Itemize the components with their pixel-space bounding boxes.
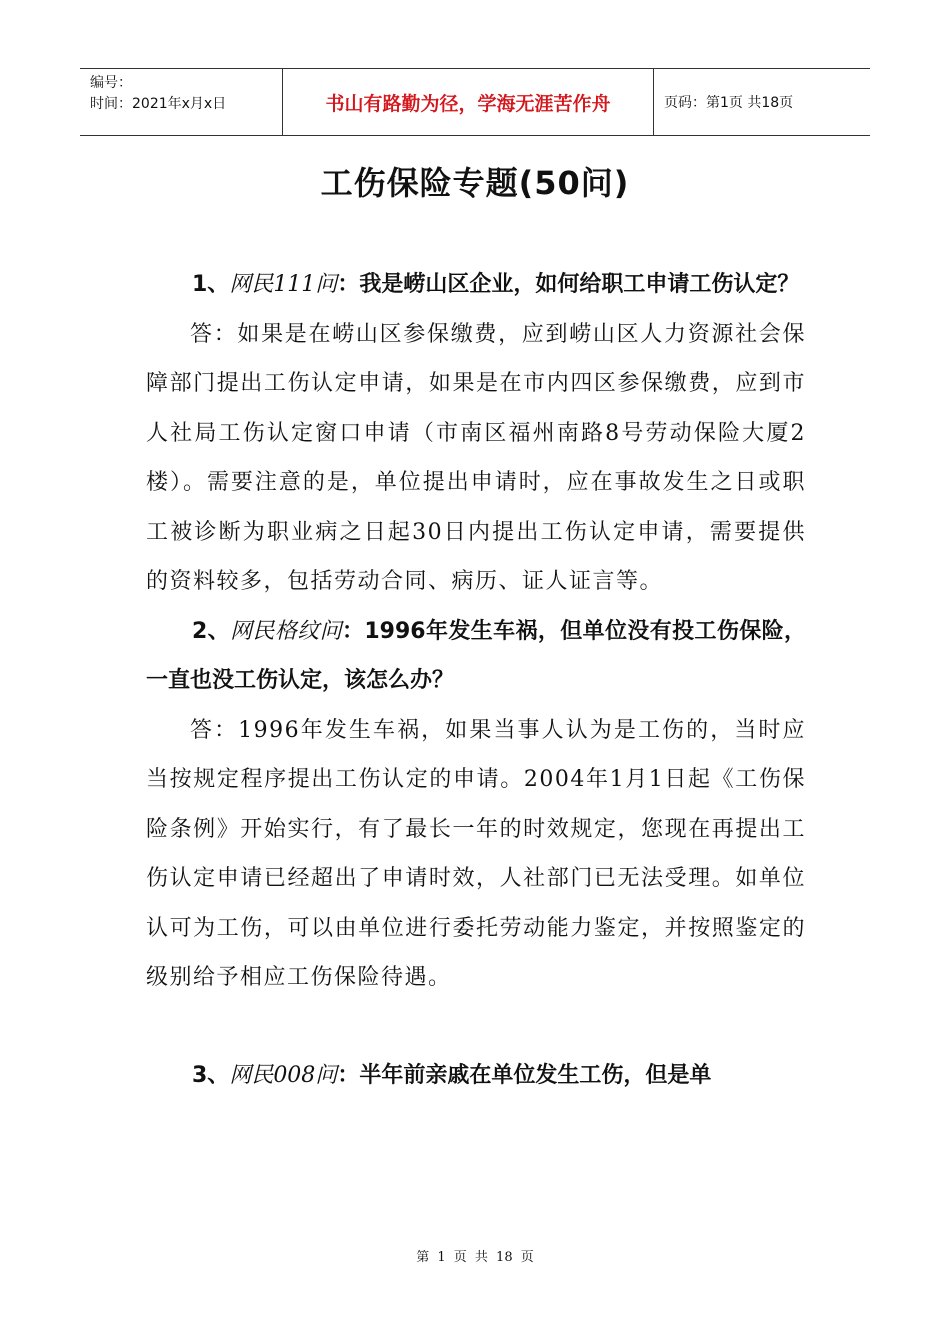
question-number: 1、 xyxy=(192,272,230,297)
document-header xyxy=(80,68,870,136)
question-colon: ： xyxy=(341,618,365,644)
question-text: 半年前亲戚在单位发生工伤，但是单 xyxy=(359,1062,712,1088)
document-title: 工伤保险专题(50问) xyxy=(320,164,630,202)
question-asker: 网民格纹问 xyxy=(230,618,342,644)
question-number: 2、 xyxy=(192,618,231,644)
header-motto: 书山有路勤为径，学海无涯苦作舟 xyxy=(282,69,654,135)
question-colon: ： xyxy=(337,1062,360,1088)
question-asker: 网民111问 xyxy=(229,272,338,297)
question-colon: ： xyxy=(337,272,360,297)
header-page-info: 页码：第1页 共18页 xyxy=(664,95,794,111)
answer-2: 答：1996年发生车祸，如果当事人认为是工伤的，当时应当按规定程序提出工伤认定的申请。2004年1月1日起《工伤保险条例》开始实行，有了最长一年的时效规定，您现在再提出工伤认定申请已经超出了申请时效，人社部门已无法受理。如单位认可为工伤，可以由单位进行委托劳动能力鉴定，并按照鉴定的级别给予相应工伤保险待遇。 xyxy=(146,717,806,990)
header-time-label: 时间：2021年x月x日 xyxy=(90,96,227,112)
question-number: 3、 xyxy=(192,1062,230,1088)
paragraph-gap xyxy=(146,1003,806,1051)
question-2 xyxy=(146,607,806,706)
question-3 xyxy=(146,1051,806,1101)
page-footer: 第 1 页 共 18 页 xyxy=(416,1250,534,1265)
question-1 xyxy=(146,260,806,310)
header-number-label: 编号： xyxy=(90,75,132,91)
question-asker: 网民008问 xyxy=(229,1062,338,1088)
question-text: 我是崂山区企业，如何给职工申请工伤认定？ xyxy=(359,272,800,297)
header-meta xyxy=(80,69,282,135)
question-text: 1996年发生车祸，但单位没有投工伤保险，一直也没工伤认定，该怎么办？ xyxy=(146,618,806,693)
answer-1: 答：如果是在崂山区参保缴费，应到崂山区人力资源社会保障部门提出工伤认定申请，如果是在市内四区参保缴费，应到市人社局工伤认定窗口申请（市南区福州南路8号劳动保险大厦2楼）。需要注意的是，单位提出申请时，应在事故发生之日或职工被诊断为职业病之日起30日内提出工伤认定申请，需要提供的资料较多，包括劳动合同、病历、证人证言等。 xyxy=(146,321,806,594)
document-body xyxy=(146,260,806,1100)
